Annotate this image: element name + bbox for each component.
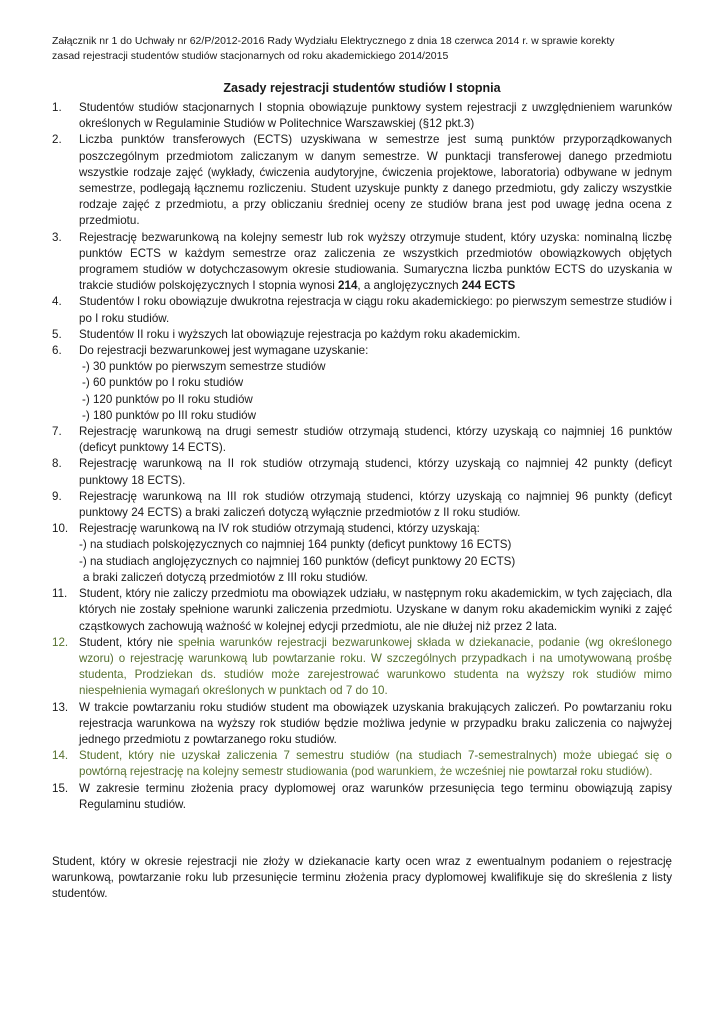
- item-text: Rejestrację warunkową na drugi semestr studiów otrzymają studenci, którzy uzyskają co najmniej 16 punktów (deficyt punktowy 14 ECTS).: [79, 425, 672, 455]
- sub-item: -) na studiach polskojęzycznych co najmniej 164 punkty (deficyt punktowy 16 ECTS): [79, 538, 512, 552]
- list-item: [52, 586, 672, 635]
- item-text: Studentów studiów stacjonarnych I stopnia obowiązuje punktowy system rejestracji z uwzględnieniem warunków określonych w Regulaminie Studiów w Politechnice Warszawskiej (§12 pkt.3): [79, 101, 672, 131]
- item-number: 1.: [52, 101, 62, 114]
- sub-item: a braki zaliczeń dotyczą przedmiotów z III roku studiów.: [83, 570, 368, 584]
- item-number: 15.: [52, 781, 69, 795]
- item-number: 4.: [52, 295, 62, 309]
- list-item: [52, 100, 672, 132]
- list-item: [52, 748, 672, 780]
- item-text-part: Student, który nie: [79, 635, 179, 649]
- list-item: [52, 327, 672, 343]
- footer-text: Student, który w okresie rejestracji nie złoży w dziekanacie karty ocen wraz z ewentualnym podaniem o rejestrację warunkową, powtarzanie roku lub przesunięcie terminu złożenia pracy dyplomowej kwalifikuje się do skreślenia z listy studentów.: [52, 855, 672, 901]
- item-text: W zakresie terminu złożenia pracy dyplomowej oraz warunków przesunięcia tego terminu obowiązują zapisy Regulaminu studiów.: [79, 781, 672, 811]
- item-text-highlight: spełnia warunków rejestracji bezwarunkowej składa w dziekanacie, podanie (wg określonego wzoru) o rejestrację warunkową lub powtarzanie roku. W szczególnych przypadkach i na umotywowaną prośbę studenta, Prodziekan ds. studiów może zarejestrować warunkowo studenta na wyższy rok studiów mimo niespełnienia wymagań określonych w punktach od 7 do 10.: [79, 635, 673, 698]
- list-item: [52, 424, 672, 456]
- item-text: W trakcie powtarzaniu roku studiów student ma obowiązek uzyskania brakujących zaliczeń. Po powtarzaniu roku rejestracja warunkowa na wyższy rok studiów będzie możliwa jedynie w przypadku braku zaliczenia co najwyżej jednego przedmiotu z powtarzanego roku studiów.: [79, 700, 672, 746]
- item-number: 5.: [52, 327, 62, 341]
- item-number: 14.: [52, 749, 69, 763]
- list-item: [52, 294, 672, 326]
- item-text: [79, 230, 672, 295]
- header: [52, 34, 692, 64]
- rules-list: [52, 100, 672, 813]
- item-text: Rejestrację warunkową na II rok studiów otrzymają studenci, którzy uzyskają co najmniej 42 punkty (deficyt punktowy 18 ECTS).: [79, 457, 672, 487]
- header-line-2: zasad rejestracji studentów studiów stacjonarnych od roku akademickiego 2014/2015: [52, 50, 449, 62]
- list-item: [52, 456, 672, 488]
- list-item: [52, 781, 672, 813]
- item-text: Rejestrację warunkową na IV rok studiów otrzymają studenci, którzy uzyskają:: [79, 522, 480, 536]
- item-text-part: , a anglojęzycznych: [357, 279, 462, 293]
- item-number: 10.: [52, 522, 69, 536]
- item-text: Rejestrację warunkową na III rok studiów otrzymają studenci, którzy uzyskają co najmniej 96 punkty (deficyt punktowy 24 ECTS) a braki zaliczeń dotyczą wyłącznie przedmiotów z II roku studiów.: [79, 489, 672, 520]
- item-number: 2.: [52, 133, 62, 147]
- item-text: Student, który nie uzyskał zaliczenia 7 semestru studiów (na studiach 7-semestralnych) może ubiegać się o powtórną rejestrację na kolejny semestr studiowania (pod warunkiem, że wcześniej nie powtarzał roku studiów).: [79, 749, 672, 779]
- list-item: [52, 521, 672, 586]
- ects-total-pl: 214: [338, 279, 358, 293]
- item-text: Student, który nie zaliczy przedmiotu ma obowiązek udziału, w następnym roku akademickim, w tych zajęciach, dla których nie zostały spełnione warunki zaliczenia przedmiotu. Uzyskane w danym roku akademickim wyniki z zajęć cząstkowych zachowują ważność w kolejnej edycji przedmiotu, ale nie dłużej niż przez 2 lata.: [79, 587, 672, 633]
- list-item: [52, 489, 672, 521]
- item-number: 6.: [52, 344, 62, 358]
- sub-item: -) 120 punktów po II roku studiów: [82, 392, 253, 406]
- item-text: Studentów I roku obowiązuje dwukrotna rejestracja w ciągu roku akademickiego: po pierwszym semestrze studiów i po I roku studiów.: [79, 295, 672, 325]
- item-number: 13.: [52, 700, 69, 714]
- item-number: 8.: [52, 457, 62, 471]
- page-title: Zasady rejestracji studentów studiów I stopnia: [223, 81, 501, 95]
- sub-item: -) 30 punktów po pierwszym semestrze studiów: [82, 360, 326, 374]
- item-text: Do rejestracji bezwarunkowej jest wymagane uzyskanie:: [79, 344, 369, 358]
- sub-item: -) 180 punktów po III roku studiów: [82, 408, 256, 422]
- list-item: [52, 343, 672, 424]
- closing-paragraph: [52, 854, 672, 903]
- item-text-part: Rejestrację bezwarunkową na kolejny semestr lub rok wyższy otrzymuje student, który uzyska: nominalną liczbę punktów ECTS w każdym semestrze oraz zaliczenia ze wszystkich przedmiotów obowiązkowych objętych programem studiów w dotychczasowym okresie studiowania. Sumaryczna liczba punktów ECTS do uzyskania w trakcie studiów polskojęzycznych I stopnia wynosi: [79, 230, 672, 293]
- list-item: [52, 230, 672, 295]
- list-item: [52, 700, 672, 749]
- item-number: 12.: [52, 635, 69, 649]
- list-item: [52, 132, 672, 229]
- item-text: Studentów II roku i wyższych lat obowiązuje rejestracja po każdym roku akademickim.: [79, 327, 521, 341]
- item-number: 3.: [52, 230, 62, 244]
- sub-item: -) na studiach anglojęzycznych co najmniej 160 punktów (deficyt punktowy 20 ECTS): [79, 554, 516, 568]
- list-item: [52, 635, 672, 700]
- item-text: [79, 635, 672, 700]
- ects-total-en: 244 ECTS: [461, 279, 516, 293]
- sub-item: -) 60 punktów po I roku studiów: [82, 376, 244, 390]
- header-line-1: Załącznik nr 1 do Uchwały nr 62/P/2012-2016 Rady Wydziału Elektrycznego z dnia 18 czerwca 2014 r. w sprawie korekty: [52, 35, 615, 47]
- item-number: 9.: [52, 489, 62, 503]
- item-number: 11.: [52, 587, 68, 601]
- item-number: 7.: [52, 425, 62, 439]
- item-text: Liczba punktów transferowych (ECTS) uzyskiwana w semestrze jest sumą punktów przyporządkowanych poszczególnym przedmiotom zaliczanym w danym semestrze. W punktacji transferowej danego przedmiotu wszystkie rodzaje zajęć (wykłady, ćwiczenia audytoryjne, ćwiczenia projektowe, laboratoria) odbywane w jednym semestrze, podlegają łącznemu rozliczeniu. Student uzyskuje punkty z danego przedmiotu, gdy zaliczy wszystkie rodzaje zajęć z przedmiotu, a przy obliczaniu średniej oceny ze studiów brana jest pod uwagę jedna ocena z przedmiotu.: [79, 133, 672, 228]
